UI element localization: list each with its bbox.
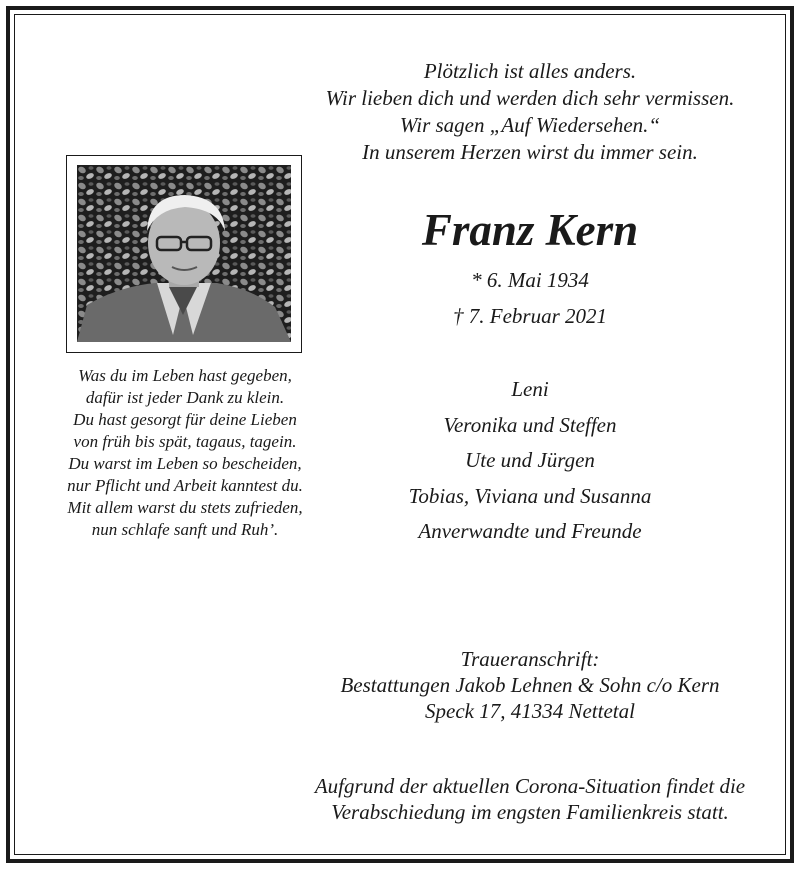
address-heading: Traueranschrift: [460, 647, 600, 671]
left-poem-line: dafür ist jeder Dank zu klein. [85, 388, 285, 407]
top-poem [300, 58, 760, 166]
left-poem-line: nur Pflicht und Arbeit kanntest du. [67, 476, 303, 495]
mourner: Leni [511, 377, 549, 401]
top-poem-line: Wir lieben dich und werden dich sehr vermissen. [325, 86, 735, 110]
mourner: Ute und Jürgen [465, 448, 595, 472]
left-poem-line: Mit allem warst du stets zufrieden, [67, 498, 303, 517]
mourner: Veronika und Steffen [443, 412, 617, 437]
left-poem [40, 365, 330, 541]
mourning-address [300, 646, 760, 724]
notice-line: Verabschiedung im engsten Familienkreis statt. [331, 800, 729, 824]
left-poem-line: Du hast gesorgt für deine Lieben [73, 410, 297, 429]
top-poem-line: Wir sagen „Auf Wiedersehen.“ [399, 113, 661, 137]
mourner: Tobias, Viviana und Susanna [408, 483, 652, 508]
portrait-photo [77, 165, 291, 342]
left-poem-line: Was du im Leben hast gegeben, [78, 366, 292, 385]
top-poem-line: In unserem Herzen wirst du immer sein. [362, 140, 698, 164]
death-date: † 7. Februar 2021 [453, 304, 607, 328]
top-poem-line: Plötzlich ist alles anders. [423, 59, 637, 83]
mourner: Anverwandte und Freunde [418, 519, 642, 543]
deceased-name: Franz Kern [421, 205, 639, 255]
left-poem-line: von früh bis spät, tagaus, tagein. [73, 432, 297, 451]
portrait-frame [66, 155, 302, 353]
notice-line: Aufgrund der aktuellen Corona-Situation findet die [314, 774, 746, 798]
address-line: Bestattungen Jakob Lehnen & Sohn c/o Kern [340, 673, 720, 697]
funeral-notice [290, 773, 770, 825]
birth-date: * 6. Mai 1934 [471, 268, 589, 292]
left-poem-line: nun schlafe sanft und Ruh’. [91, 520, 279, 539]
left-poem-line: Du warst im Leben so bescheiden, [68, 454, 302, 473]
mourners-list [360, 372, 700, 550]
address-line: Speck 17, 41334 Nettetal [425, 699, 635, 723]
life-dates [380, 262, 680, 334]
